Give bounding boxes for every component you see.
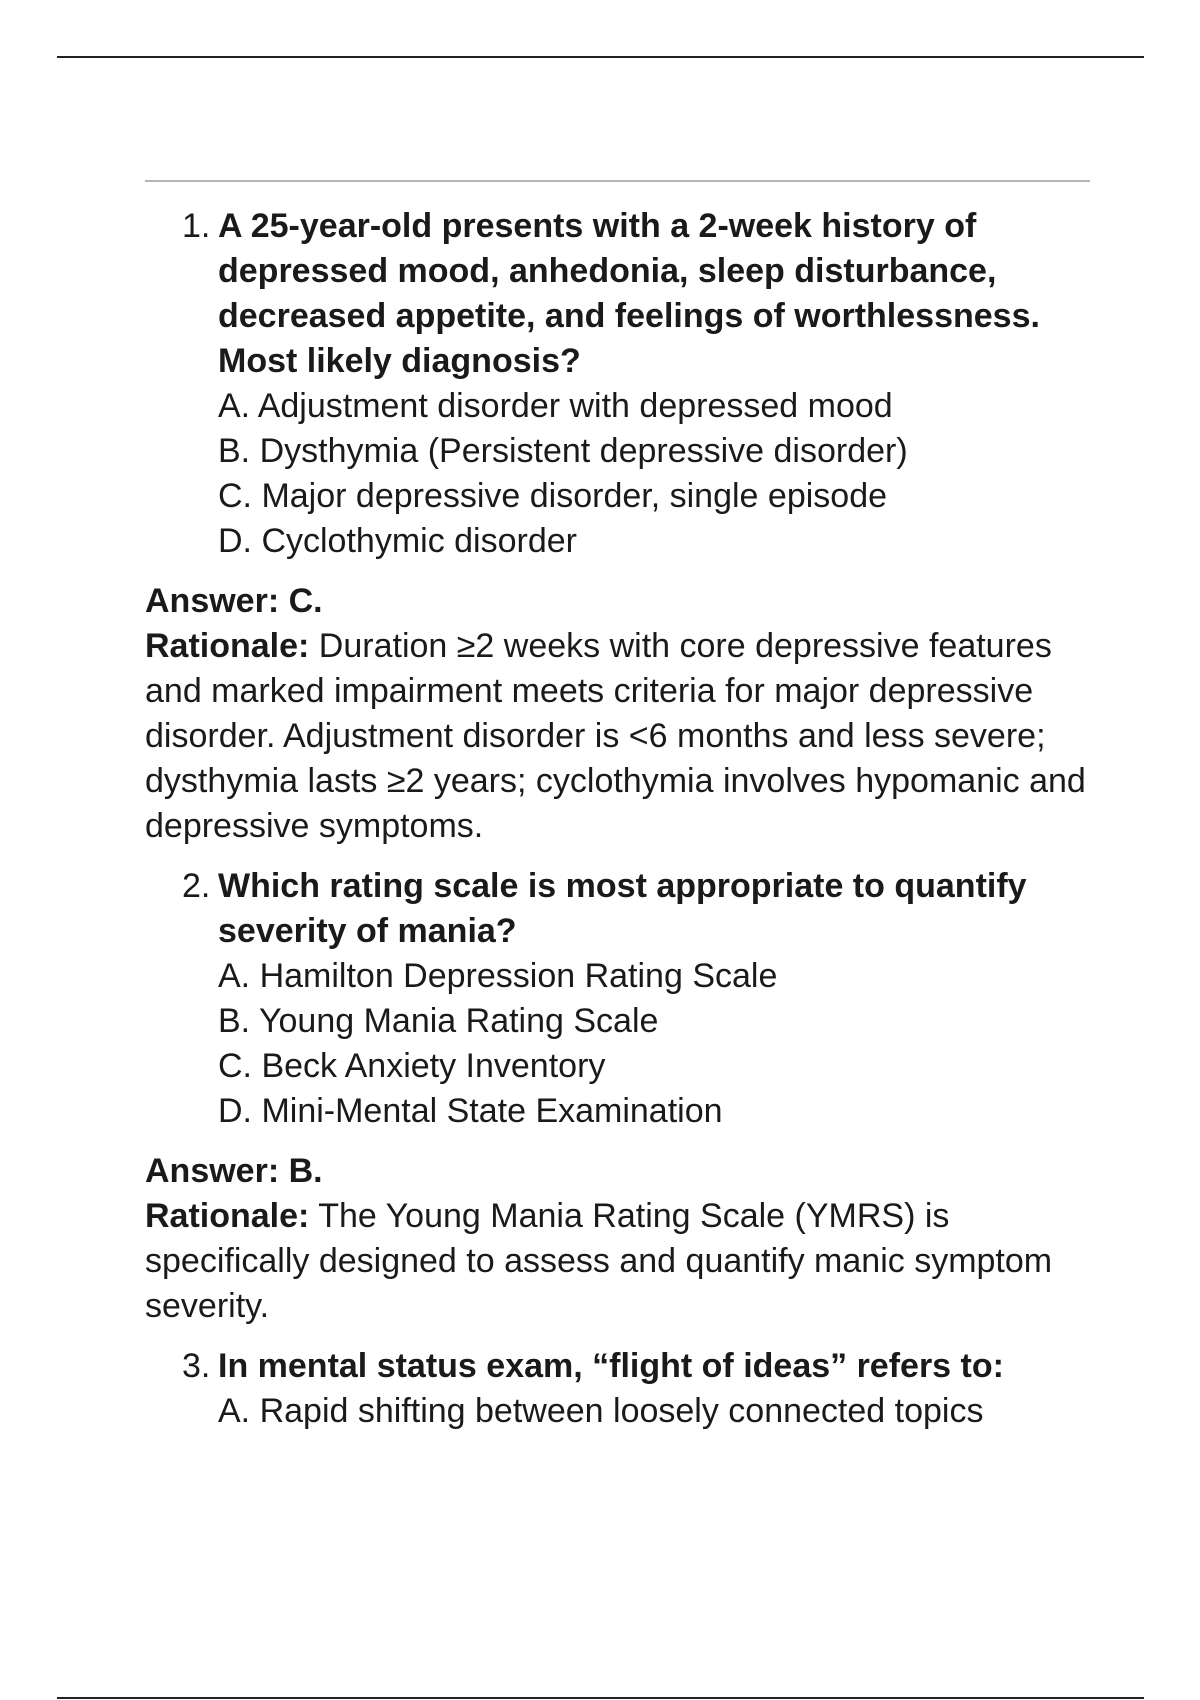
question-text: In mental status exam, “flight of ideas” refers to:: [218, 1347, 1004, 1385]
rationale: [145, 624, 1090, 849]
answer-block-1: [145, 579, 1090, 849]
option-b: B. Dysthymia (Persistent depressive disorder): [218, 432, 908, 470]
question-1: [145, 204, 1090, 564]
option-c: C. Major depressive disorder, single episode: [218, 477, 888, 515]
option-a: A. Rapid shifting between loosely connected topics: [218, 1392, 984, 1430]
bottom-divider: [57, 1697, 1144, 1699]
options-list: [218, 1389, 1090, 1434]
option-d: D. Cyclothymic disorder: [218, 522, 577, 560]
question-2: [145, 864, 1090, 1134]
answer: Answer: B.: [145, 1152, 323, 1190]
question-number: 2.: [182, 867, 211, 905]
question-text: A 25-year-old presents with a 2-week history of depressed mood, anhedonia, sleep disturbance, decreased appetite, and feelings of worthlessness. Most likely diagnosis?: [218, 207, 1040, 380]
option-a: A. Adjustment disorder with depressed mood: [218, 387, 893, 425]
option-a: A. Hamilton Depression Rating Scale: [218, 957, 778, 995]
answer-block-2: [145, 1149, 1090, 1329]
rationale-text: The Young Mania Rating Scale (YMRS) is specifically designed to assess and quantify manic symptom severity.: [145, 1197, 1053, 1325]
rationale-label: Rationale:: [145, 627, 310, 665]
option-d: D. Mini-Mental State Examination: [218, 1092, 723, 1130]
question-text: Which rating scale is most appropriate to quantify severity of mania?: [218, 867, 1027, 950]
rationale-text: Duration ≥2 weeks with core depressive features and marked impairment meets criteria for major depressive disorder. Adjustment disorder is <6 months and less severe; dysthymia lasts ≥2 years; cyclothymia involves hypomanic and depressive symptoms.: [145, 627, 1086, 845]
rationale: [145, 1194, 1090, 1329]
answer: Answer: C.: [145, 582, 323, 620]
question-number: 1.: [182, 207, 211, 245]
rationale-label: Rationale:: [145, 1197, 310, 1235]
question-number: 3.: [182, 1347, 211, 1385]
question-3: [145, 1344, 1090, 1434]
options-list: [218, 384, 1090, 564]
option-c: C. Beck Anxiety Inventory: [218, 1047, 606, 1085]
options-list: [218, 954, 1090, 1134]
option-b: B. Young Mania Rating Scale: [218, 1002, 659, 1040]
content-divider: [145, 180, 1090, 182]
question-content: [145, 204, 1090, 1434]
top-divider: [57, 56, 1144, 58]
